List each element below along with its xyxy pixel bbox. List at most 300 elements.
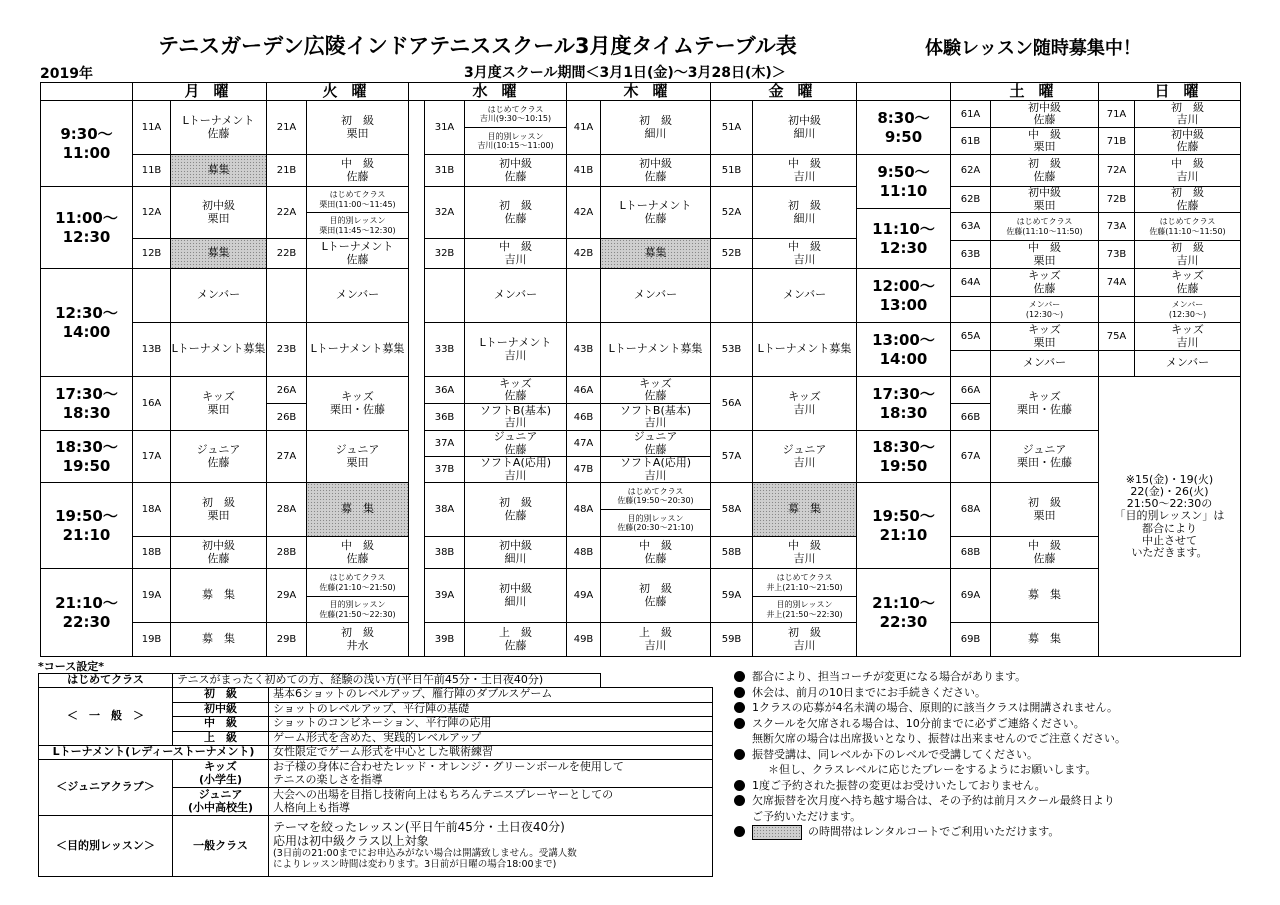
class-code bbox=[710, 430, 753, 483]
class-12a-line: 栗田 bbox=[207, 211, 230, 225]
class-39a bbox=[464, 568, 567, 623]
class-65a bbox=[990, 322, 1099, 351]
time-slot-weekday bbox=[40, 376, 133, 431]
class-code-text: 64A bbox=[960, 277, 981, 288]
class-57a-line: ジュニア bbox=[782, 443, 827, 457]
legend-kids-desc-line: テニスの楽しさを指導 bbox=[273, 772, 383, 786]
class-58b-line: 吉川 bbox=[793, 551, 816, 565]
class-29b-line: 井水 bbox=[346, 638, 369, 652]
class-code bbox=[266, 403, 307, 431]
class-69a bbox=[990, 568, 1099, 623]
class-73a-line: はじめてクラス bbox=[1159, 217, 1216, 227]
class-code bbox=[566, 622, 601, 657]
class-38a-line: 佐藤 bbox=[504, 508, 527, 522]
class-42a-line: Lトーナメント bbox=[619, 199, 692, 213]
class-31a-hajimete-line: はじめてクラス bbox=[487, 104, 544, 114]
class-59a-hajimete-line: はじめてクラス bbox=[776, 573, 833, 583]
class-28b bbox=[306, 536, 409, 569]
class-code-empty bbox=[266, 268, 307, 323]
class-29b-line: 初 級 bbox=[341, 626, 374, 640]
sunday-cancel-note-line: ※15(金)・19(火) bbox=[1125, 473, 1214, 487]
class-74a-line: 佐藤 bbox=[1176, 281, 1199, 295]
class-71b-line: 初中級 bbox=[1171, 127, 1204, 141]
class-code-text: 27A bbox=[276, 451, 297, 462]
time-text: 19:50 bbox=[62, 456, 111, 475]
class-56a-line: 吉川 bbox=[793, 402, 816, 416]
class-code-text: 69A bbox=[960, 590, 981, 601]
class-61a-line: 初中級 bbox=[1028, 100, 1061, 114]
class-26-line: キッズ bbox=[341, 390, 374, 404]
course-settings-title: *コース設定* bbox=[38, 660, 104, 673]
class-47b-line: 吉川 bbox=[644, 468, 667, 482]
day-header-tue-text: 火曜 bbox=[322, 82, 381, 101]
class-58a bbox=[752, 482, 857, 537]
class-11b-text: 募集 bbox=[207, 163, 230, 177]
class-21a-line: 栗田 bbox=[346, 126, 369, 140]
year-label: 2019年 bbox=[40, 66, 93, 82]
class-48b bbox=[600, 536, 711, 569]
class-71a-line: 初 級 bbox=[1171, 100, 1204, 114]
class-code bbox=[132, 100, 171, 155]
sunday-cancel-note-line: 中止させて bbox=[1142, 533, 1197, 547]
class-49b-line: 吉川 bbox=[644, 638, 667, 652]
class-41b-line: 初中級 bbox=[639, 157, 672, 171]
time-text: 11:00～ bbox=[55, 208, 118, 227]
class-61b-line: 栗田 bbox=[1033, 140, 1056, 153]
class-52b-line: 吉川 bbox=[793, 252, 816, 266]
legend-ippan-label: ＜ 一 般 ＞ bbox=[38, 687, 173, 746]
class-13b-text: Lトーナメント募集 bbox=[171, 342, 266, 356]
class-73a bbox=[1134, 212, 1241, 241]
class-31a-mokuteki-line: 吉川(10:15～11:00) bbox=[477, 141, 554, 150]
time-slot-weekend bbox=[856, 482, 951, 569]
class-61a bbox=[990, 100, 1099, 128]
class-code-text: 66A bbox=[960, 384, 981, 396]
class-18b-line: 初中級 bbox=[202, 539, 235, 553]
class-code-text: 58B bbox=[721, 547, 742, 558]
time-slot-weekend bbox=[856, 268, 951, 323]
class-code-text: 73B bbox=[1106, 249, 1127, 260]
class-59b bbox=[752, 622, 857, 657]
sunday-cancel-note-line: 22(金)・26(火) bbox=[1130, 485, 1209, 499]
class-code-text: 22B bbox=[276, 248, 297, 259]
class-41b bbox=[600, 154, 711, 187]
time-text: 18:30～ bbox=[872, 437, 935, 456]
time-text: 12:30～ bbox=[55, 303, 118, 322]
note-item bbox=[734, 762, 1254, 778]
time-text: 11:10 bbox=[879, 181, 928, 200]
class-12a-line: 初中級 bbox=[202, 199, 235, 213]
class-code-text: 66B bbox=[960, 411, 981, 423]
class-65a-line: キッズ bbox=[1028, 323, 1061, 337]
sunday-cancel-note-line: いただきます。 bbox=[1131, 545, 1208, 559]
class-66-line: 栗田・佐藤 bbox=[1017, 402, 1072, 416]
class-48a-hajimete-line: はじめてクラス bbox=[627, 486, 684, 496]
class-39b-line: 上 級 bbox=[499, 626, 532, 640]
class-code bbox=[950, 186, 991, 213]
note-text: 欠席振替を次月度へ持ち越す場合は、その予約は前月スクール最終日より bbox=[752, 794, 1115, 807]
class-code bbox=[1098, 240, 1135, 269]
class-code-text: 37B bbox=[434, 464, 455, 475]
class-code-text: 39A bbox=[434, 590, 455, 601]
class-code bbox=[424, 100, 465, 155]
class-42b-text: 募集 bbox=[644, 246, 667, 260]
class-11b bbox=[170, 154, 267, 187]
class-68b-line: 佐藤 bbox=[1033, 551, 1056, 565]
class-49b bbox=[600, 622, 711, 657]
note-text: 無断欠席の場合は出席扱いとなり、振替は出来ませんのでご注意ください。 bbox=[752, 732, 1126, 745]
time-text: 19:50 bbox=[879, 456, 928, 475]
class-code-text: 41A bbox=[573, 122, 594, 133]
legend-junior-club-label: ＜ジュニアクラブ＞ bbox=[38, 759, 173, 816]
class-code-text: 69B bbox=[960, 634, 981, 645]
class-49a bbox=[600, 568, 711, 623]
class-18a bbox=[170, 482, 267, 537]
class-code-text: 62B bbox=[960, 194, 981, 205]
class-58b bbox=[752, 536, 857, 569]
class-61a-line: 佐藤 bbox=[1033, 113, 1056, 126]
time-text: 18:30～ bbox=[55, 437, 118, 456]
class-code-text: 18A bbox=[141, 504, 162, 515]
member-slot bbox=[170, 268, 267, 323]
class-59a-mokuteki bbox=[752, 596, 857, 623]
class-46a bbox=[600, 376, 711, 404]
legend-hajimete-label: はじめてクラス bbox=[38, 673, 173, 688]
legend-level-name: 上 級 bbox=[172, 731, 269, 747]
class-59a-mokuteki-line: 井上(21:50～22:30) bbox=[766, 609, 843, 619]
class-code bbox=[1098, 100, 1135, 128]
class-code-text: 13B bbox=[141, 344, 162, 355]
class-57a bbox=[752, 430, 857, 483]
member-slot bbox=[306, 268, 409, 323]
page-title: テニスガーデン広陵インドアテニススクール3月度タイムテーブル表 bbox=[158, 34, 797, 58]
class-63a-line: はじめてクラス bbox=[1016, 217, 1073, 227]
time-text: 19:50～ bbox=[55, 506, 118, 525]
bullet-icon bbox=[734, 671, 745, 682]
legend-hajimete-desc: テニスがまったく初めての方、経験の浅い方(平日午前45分・土日夜40分) bbox=[172, 673, 601, 688]
class-code-text: 52A bbox=[721, 207, 742, 218]
member-slot-text: メンバー bbox=[1165, 356, 1210, 370]
note-item bbox=[734, 809, 1254, 825]
class-39a-line: 細川 bbox=[504, 594, 527, 608]
class-code-text: 42B bbox=[573, 248, 594, 259]
member-slot-74-line: メンバー bbox=[1171, 300, 1204, 310]
class-code-text: 31A bbox=[434, 122, 455, 133]
class-49b-line: 上 級 bbox=[639, 626, 672, 640]
class-64a-line: キッズ bbox=[1028, 269, 1061, 283]
legend-level-name: 初中級 bbox=[172, 702, 269, 718]
class-18a-line: 栗田 bbox=[207, 508, 230, 522]
time-text: 9:50 bbox=[884, 127, 923, 146]
rental-court-swatch bbox=[752, 825, 802, 840]
class-code bbox=[950, 403, 991, 431]
time-slot-weekend bbox=[856, 154, 951, 209]
legend-junior-desc-line: 大会への出場を目指し技術向上はもちろんテニスプレーヤーとしての bbox=[273, 787, 614, 801]
class-code bbox=[266, 238, 307, 269]
class-code bbox=[424, 482, 465, 537]
class-code bbox=[950, 482, 991, 537]
note-text: 1度ご予約された振替の変更はお受けいたしておりません。 bbox=[752, 778, 1046, 792]
class-69b-text: 募 集 bbox=[1028, 632, 1061, 646]
class-37a-line: 佐藤 bbox=[504, 442, 527, 456]
class-code bbox=[566, 376, 601, 404]
class-code bbox=[424, 568, 465, 623]
time-text: 11:00 bbox=[62, 143, 111, 162]
class-code bbox=[566, 568, 601, 623]
class-47a-line: 佐藤 bbox=[644, 442, 667, 456]
class-67a-line: 栗田・佐藤 bbox=[1017, 455, 1072, 469]
note-item bbox=[734, 747, 1254, 763]
class-code bbox=[266, 376, 307, 404]
class-code-text: 21A bbox=[276, 122, 297, 133]
class-code-text: 38B bbox=[434, 547, 455, 558]
member-slot-74 bbox=[1134, 296, 1241, 323]
day-header-sat-text: 土曜 bbox=[1009, 82, 1068, 101]
class-26 bbox=[306, 376, 409, 431]
trial-lesson-notice: 体験レッスン随時募集中！ bbox=[925, 38, 1141, 59]
class-73b-line: 初 級 bbox=[1171, 241, 1204, 255]
time-text: 22:30 bbox=[879, 612, 928, 631]
class-code bbox=[566, 100, 601, 155]
class-33b-line: Lトーナメント bbox=[479, 336, 552, 350]
school-period: 3月度スクール期間＜3月1日(金)～3月28日(木)＞ bbox=[464, 65, 786, 81]
class-code-text: 42A bbox=[573, 207, 594, 218]
note-text: の時間帯はレンタルコートでご利用いただけます。 bbox=[808, 825, 1060, 838]
class-code-text: 11B bbox=[141, 165, 162, 176]
class-code-text: 65A bbox=[960, 331, 981, 342]
class-29a-hajimete bbox=[306, 568, 409, 597]
class-69a-text: 募 集 bbox=[1028, 588, 1061, 602]
class-code-text: 28B bbox=[276, 547, 297, 558]
class-code-text: 32B bbox=[434, 248, 455, 259]
legend-level-desc: ショットのコンビネーション、平行陣の応用 bbox=[268, 716, 713, 732]
class-12a bbox=[170, 186, 267, 239]
class-code-empty bbox=[1098, 296, 1135, 323]
class-code-text: 17A bbox=[141, 451, 162, 462]
class-71b bbox=[1134, 127, 1241, 155]
time-text: 9:50～ bbox=[877, 162, 930, 181]
class-11a bbox=[170, 100, 267, 155]
class-code-empty bbox=[132, 268, 171, 323]
class-code-text: 58A bbox=[721, 504, 742, 515]
day-header-mon bbox=[132, 82, 267, 101]
class-26-line: 栗田・佐藤 bbox=[330, 402, 385, 416]
class-code-text: 23B bbox=[276, 344, 297, 355]
class-38b-line: 細川 bbox=[504, 551, 527, 565]
class-code bbox=[710, 100, 753, 155]
class-39b-line: 佐藤 bbox=[504, 638, 527, 652]
day-header-sun-text: 日曜 bbox=[1154, 82, 1213, 101]
class-16a-line: 栗田 bbox=[207, 402, 230, 416]
class-code-empty bbox=[950, 350, 991, 377]
class-code-text: 52B bbox=[721, 248, 742, 259]
class-code bbox=[266, 322, 307, 377]
class-12b bbox=[170, 238, 267, 269]
class-71b-line: 佐藤 bbox=[1176, 140, 1199, 153]
legend-mokuteki-desc-line: テーマを絞ったレッスン(平日午前45分・土日夜40分) bbox=[273, 820, 565, 835]
legend-level-name: 中 級 bbox=[172, 716, 269, 732]
class-64a bbox=[990, 268, 1099, 297]
class-52b bbox=[752, 238, 857, 269]
class-11a-line: Lトーナメント bbox=[182, 114, 255, 128]
class-code bbox=[710, 482, 753, 537]
time-text: 9:30～ bbox=[60, 124, 113, 143]
class-code bbox=[950, 622, 991, 657]
class-code-text: 26A bbox=[276, 384, 297, 396]
member-slot-text: メンバー bbox=[633, 288, 678, 302]
time-text: 21:10 bbox=[879, 525, 928, 544]
class-code-text: 16A bbox=[141, 398, 162, 409]
class-code bbox=[132, 482, 171, 537]
member-slot-64 bbox=[990, 296, 1099, 323]
time-text: 14:00 bbox=[62, 322, 111, 341]
class-code-text: 63A bbox=[960, 221, 981, 232]
bullet-icon bbox=[734, 718, 745, 729]
class-56a-line: キッズ bbox=[788, 390, 821, 404]
class-36b bbox=[464, 403, 567, 431]
time-slot-weekday bbox=[40, 568, 133, 657]
class-code-text: 32A bbox=[434, 207, 455, 218]
class-code bbox=[132, 622, 171, 657]
note-text: 都合により、担当コーチが変更になる場合があります。 bbox=[752, 670, 1027, 683]
note-item bbox=[734, 716, 1254, 732]
member-slot-text: メンバー bbox=[493, 288, 538, 302]
class-code bbox=[424, 456, 465, 483]
class-21a bbox=[306, 100, 409, 155]
class-code-text: 67A bbox=[960, 451, 981, 462]
class-code-text: 71A bbox=[1106, 108, 1127, 120]
class-72a-line: 吉川 bbox=[1176, 169, 1199, 183]
class-62b bbox=[990, 186, 1099, 213]
time-slot-weekday bbox=[40, 186, 133, 269]
class-22a-hajimete-line: 栗田(11:00～11:45) bbox=[319, 199, 396, 209]
note-text: 休会は、前月の10日までにお手続きください。 bbox=[752, 685, 986, 699]
class-code bbox=[566, 456, 601, 483]
class-37a bbox=[464, 430, 567, 457]
class-33b-line: 吉川 bbox=[504, 348, 527, 362]
class-code-text: 72A bbox=[1106, 165, 1127, 176]
class-code-text: 28A bbox=[276, 504, 297, 515]
sunday-cancel-note-line: 都合により bbox=[1142, 521, 1197, 535]
class-17a-line: ジュニア bbox=[196, 443, 241, 457]
class-47a-line: ジュニア bbox=[633, 430, 678, 444]
note-text: 振替受講は、同レベルか下のレベルで受講してください。 bbox=[752, 747, 1038, 761]
class-46b-line: ソフトB(基本) bbox=[619, 403, 692, 417]
class-48a-mokuteki-line: 佐藤(20:30～21:10) bbox=[617, 523, 694, 532]
day-header-fri bbox=[710, 82, 857, 101]
class-code-text: 33B bbox=[434, 344, 455, 355]
class-32a-line: 佐藤 bbox=[504, 211, 527, 225]
legend-kids-label-line: キッズ bbox=[204, 759, 237, 773]
legend-general-label: 一般クラス bbox=[172, 815, 269, 877]
class-19a bbox=[170, 568, 267, 623]
class-63b-line: 中 級 bbox=[1028, 241, 1061, 255]
class-21b-line: 中 級 bbox=[341, 157, 374, 171]
class-code bbox=[566, 322, 601, 377]
class-31a-mokuteki-line: 目的別レッスン bbox=[487, 131, 544, 141]
class-code-text: 18B bbox=[141, 547, 162, 558]
class-74a bbox=[1134, 268, 1241, 297]
class-code-text: 68A bbox=[960, 504, 981, 515]
class-68a-line: 栗田 bbox=[1033, 508, 1056, 522]
class-48b-line: 中 級 bbox=[639, 539, 672, 553]
sunday-cancel-note-line: 「目的別レッスン」は bbox=[1114, 509, 1225, 523]
class-22b-line: Lトーナメント bbox=[321, 240, 394, 254]
note-text: ＊但し、クラスレベルに応じたプレーをするようにお願いします。 bbox=[768, 763, 1097, 776]
class-code bbox=[132, 186, 171, 239]
class-code-text: 49B bbox=[573, 634, 594, 645]
class-72b bbox=[1134, 186, 1241, 213]
class-code bbox=[424, 536, 465, 569]
class-68a-line: 初 級 bbox=[1028, 496, 1061, 510]
class-code-text: 41B bbox=[573, 165, 594, 176]
legend-level-desc: ショットのレベルアップ、平行陣の基礎 bbox=[268, 702, 713, 718]
class-27a-line: 栗田 bbox=[346, 455, 369, 469]
class-74a-line: キッズ bbox=[1171, 269, 1204, 283]
class-code-text: 36A bbox=[434, 384, 455, 396]
legend-mokuteki-desc bbox=[268, 815, 713, 877]
class-41a bbox=[600, 100, 711, 155]
class-29a-mokuteki bbox=[306, 596, 409, 623]
class-code-text: 57A bbox=[721, 451, 742, 462]
class-code bbox=[950, 268, 991, 297]
class-22b-line: 佐藤 bbox=[346, 252, 369, 266]
class-59b-line: 吉川 bbox=[793, 638, 816, 652]
member-slot bbox=[464, 268, 567, 323]
class-code bbox=[1098, 186, 1135, 213]
class-code-text: 43B bbox=[573, 344, 594, 355]
class-36a-line: 佐藤 bbox=[504, 389, 527, 402]
class-code-text: 48A bbox=[573, 504, 594, 515]
class-36b-line: 吉川 bbox=[504, 416, 527, 429]
class-code bbox=[950, 100, 991, 128]
class-22a-mokuteki-line: 栗田(11:45～12:30) bbox=[319, 225, 396, 235]
class-code-text: 11A bbox=[141, 122, 162, 133]
time-text: 11:10～ bbox=[872, 219, 935, 238]
class-61b bbox=[990, 127, 1099, 155]
sunday-cancel-note bbox=[1098, 376, 1241, 657]
day-header-fri-text: 金曜 bbox=[768, 82, 827, 101]
class-code-empty bbox=[950, 296, 991, 323]
class-code-text: 46B bbox=[573, 411, 594, 423]
class-75a-line: 吉川 bbox=[1176, 335, 1199, 349]
class-48a-hajimete bbox=[600, 482, 711, 510]
class-52a-line: 細川 bbox=[793, 211, 816, 225]
legend-junior-label bbox=[172, 787, 269, 816]
class-19a-text: 募 集 bbox=[202, 588, 235, 602]
class-code bbox=[132, 322, 171, 377]
class-64a-line: 佐藤 bbox=[1033, 281, 1056, 295]
class-28b-line: 佐藤 bbox=[346, 551, 369, 565]
class-code bbox=[424, 622, 465, 657]
class-62a-line: 初 級 bbox=[1028, 157, 1061, 171]
class-38b-line: 初中級 bbox=[499, 539, 532, 553]
class-42b bbox=[600, 238, 711, 269]
time-text: 8:30～ bbox=[877, 108, 930, 127]
class-code-text: 61B bbox=[960, 135, 981, 147]
class-72a bbox=[1134, 154, 1241, 187]
class-code-text: 63B bbox=[960, 249, 981, 260]
class-41a-line: 初 級 bbox=[639, 114, 672, 128]
class-code-text: 51A bbox=[721, 122, 742, 133]
class-72b-line: 佐藤 bbox=[1176, 198, 1199, 212]
class-52b-line: 中 級 bbox=[788, 240, 821, 254]
class-22a-mokuteki-line: 目的別レッスン bbox=[329, 216, 386, 226]
class-code-empty bbox=[424, 268, 465, 323]
class-63a-line: 佐藤(11:10～11:50) bbox=[1006, 226, 1083, 236]
legend-level-desc: 基本6ショットのレベルアップ、雁行陣のダブルスゲーム bbox=[268, 687, 713, 703]
class-37a-line: ジュニア bbox=[493, 430, 538, 444]
